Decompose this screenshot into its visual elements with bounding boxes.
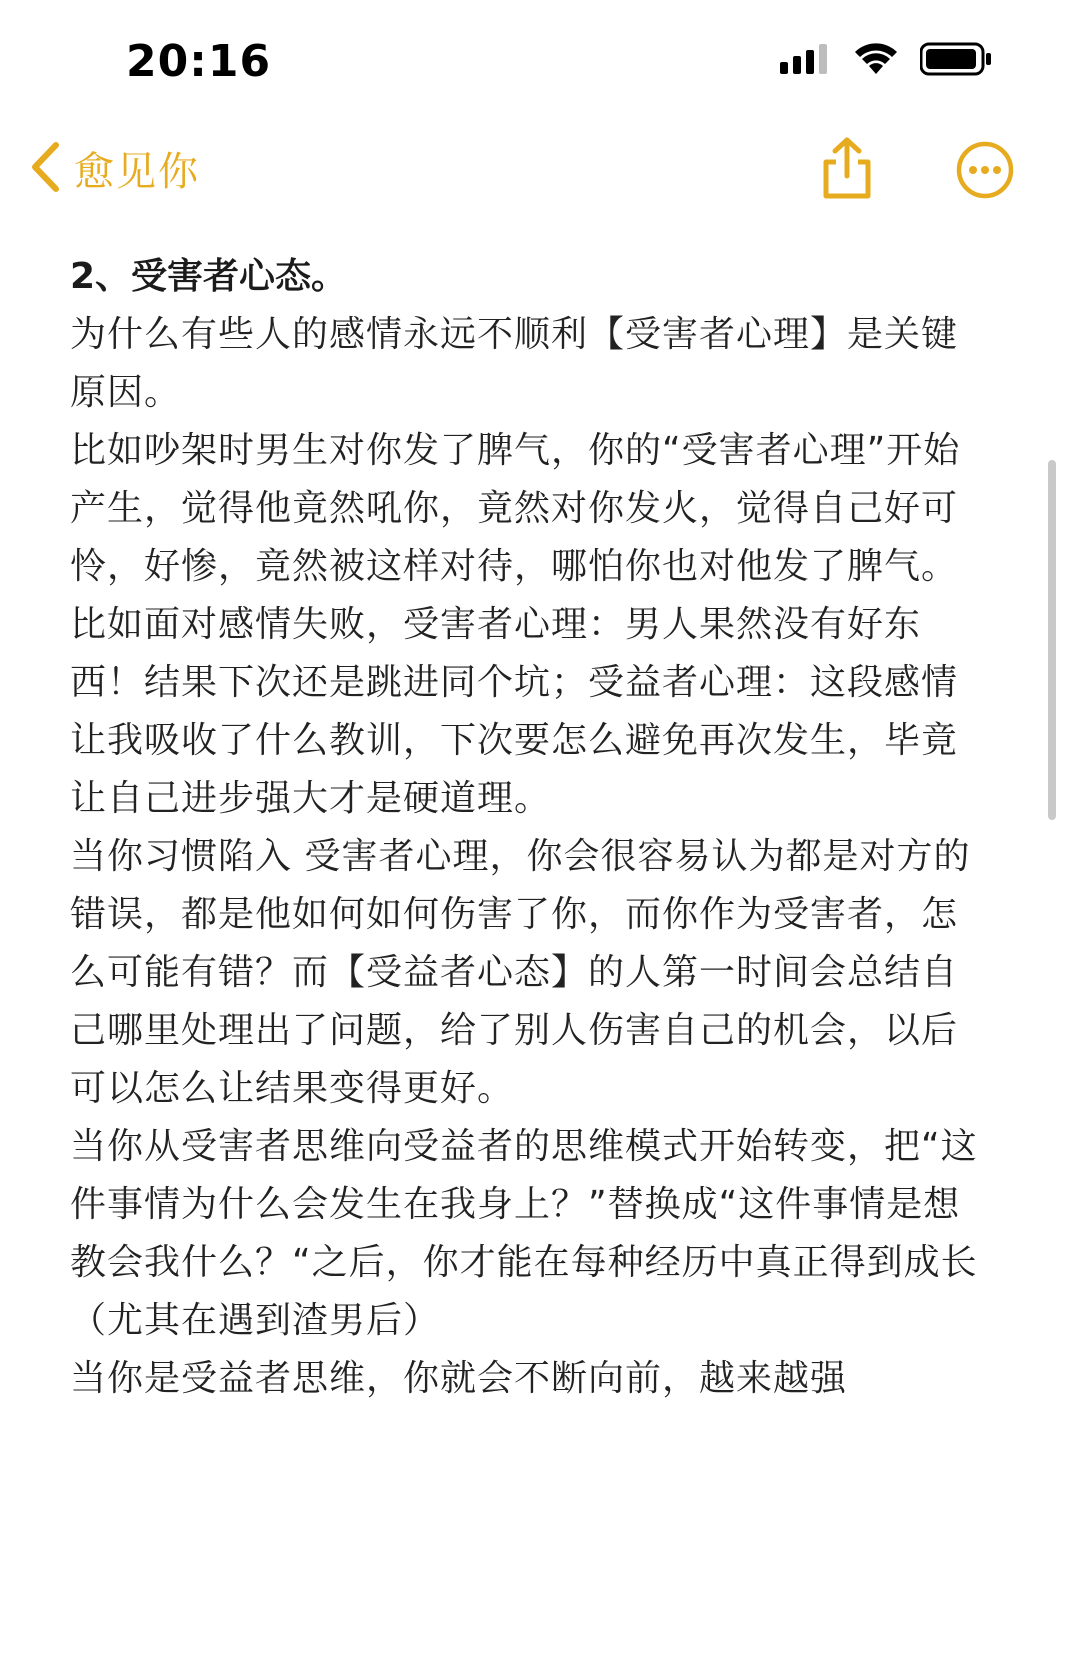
back-label: 愈见你 bbox=[74, 149, 200, 195]
share-icon bbox=[818, 187, 876, 206]
chevron-left-icon bbox=[30, 141, 60, 197]
more-button[interactable] bbox=[955, 140, 1015, 204]
wifi-icon bbox=[854, 42, 898, 76]
note-heading: 2、受害者心态。 bbox=[70, 256, 348, 297]
note-body[interactable] bbox=[70, 248, 990, 1408]
cellular-signal-icon bbox=[780, 42, 832, 76]
note-paragraph: 当你是受益者思维，你就会不断向前，越来越强 bbox=[70, 1358, 848, 1399]
battery-icon bbox=[920, 42, 992, 76]
note-paragraph: 比如吵架时男生对你发了脾气，你的“受害者心理”开始产生，觉得他竟然吼你，竟然对你发火，觉得自己好可怜，好惨，竟然被这样对待，哪怕你也对他发了脾气。 bbox=[70, 430, 961, 587]
status-icons bbox=[780, 42, 992, 76]
share-button[interactable] bbox=[818, 136, 876, 206]
scroll-indicator[interactable] bbox=[1048, 460, 1056, 820]
note-paragraph: 比如面对感情失败，受害者心理：男人果然没有好东西！结果下次还是跳进同个坑；受益者心理：这段感情让我吸收了什么教训，下次要怎么避免再次发生，毕竟让自己进步强大才是硬道理。 bbox=[70, 604, 959, 819]
back-button[interactable] bbox=[30, 140, 200, 197]
nav-bar bbox=[0, 130, 1080, 220]
status-time: 20:16 bbox=[126, 36, 272, 87]
note-paragraph: 当你从受害者思维向受益者的思维模式开始转变，把“这件事情为什么会发生在我身上？”替换成“这件事情是想教会我什么？“之后，你才能在每种经历中真正得到成长（尤其在遇到渣男后） bbox=[70, 1126, 978, 1341]
status-bar bbox=[0, 0, 1080, 120]
note-paragraph: 为什么有些人的感情永远不顺利【受害者心理】是关键原因。 bbox=[70, 314, 959, 413]
note-paragraph: 当你习惯陷入 受害者心理，你会很容易认为都是对方的错误，都是他如何如何伤害了你，而你作为受害者，怎么可能有错？而【受益者心态】的人第一时间会总结自己哪里处理出了问题，给了别人伤害自己的机会，以后可以怎么让结果变得更好。 bbox=[70, 836, 971, 1109]
more-icon bbox=[955, 185, 1015, 204]
